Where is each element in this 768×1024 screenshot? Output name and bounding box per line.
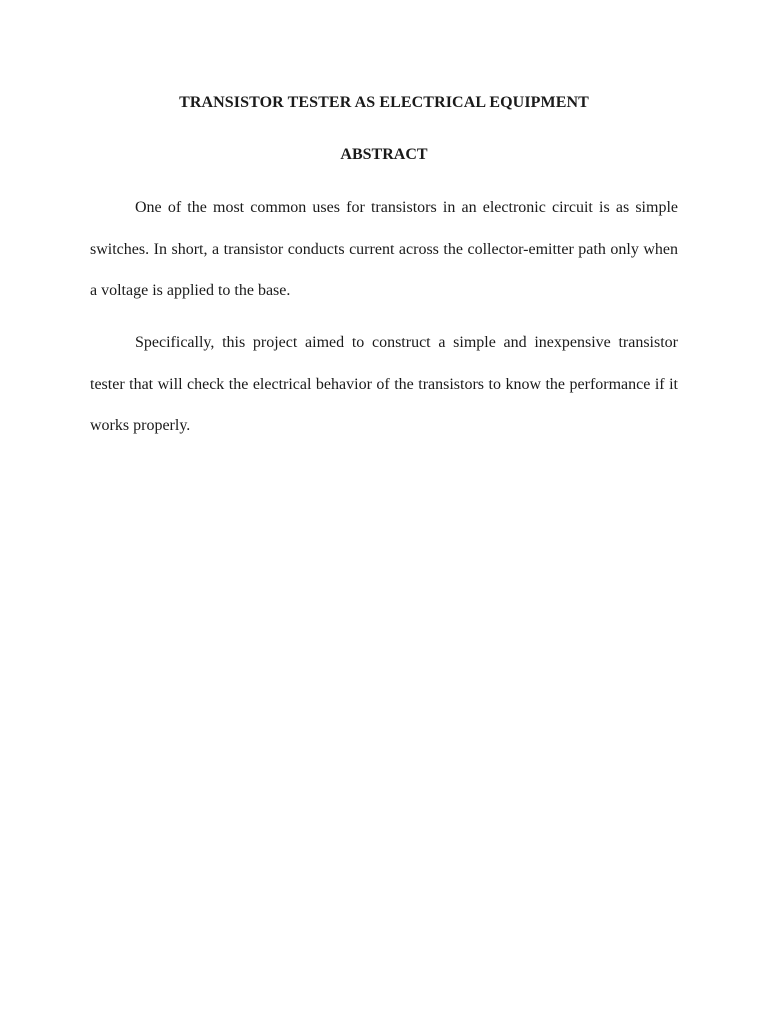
abstract-paragraph-1: One of the most common uses for transistors in an electronic circuit is as simple switches. In short, a transistor conducts current across the collector-emitter path only when a voltage is applied to the base.	[90, 199, 678, 299]
document-title: TRANSISTOR TESTER AS ELECTRICAL EQUIPMENT	[179, 94, 589, 111]
abstract-heading: ABSTRACT	[340, 146, 428, 163]
abstract-paragraph-2: Specifically, this project aimed to construct a simple and inexpensive transistor tester that will check the electrical behavior of the transistors to know the performance if it works properly.	[90, 334, 678, 434]
